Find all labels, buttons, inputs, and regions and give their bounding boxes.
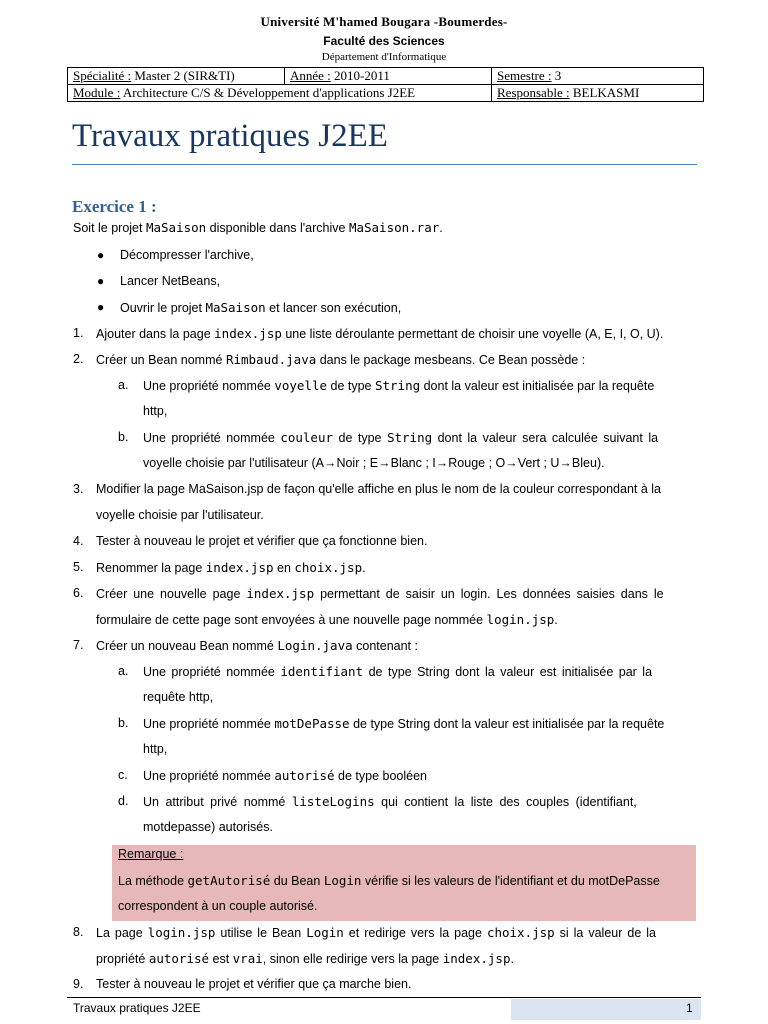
info-table [67,67,704,102]
list-item: Ajouter dans la page index.jsp une liste déroulante permettant de choisir une voyelle (A, E, I, O, U). [96,326,664,341]
list-item: La page login.jsp utilise le Bean Login et redirige vers la page choix.jsp si la valeur de la [96,925,656,940]
annee-label: Année : [290,68,331,83]
sub-item: Une propriété nommée motDePasse de type String dont la valeur est initialisée par la requête [143,716,665,731]
module-label: Module : [73,85,121,100]
semestre-value: 3 [551,68,562,83]
item-number: 2. [73,352,84,366]
sub-item: Un attribut privé nommé listeLogins qui contient la liste des couples (identifiant, [143,794,637,809]
sub-item-continuation: requête http, [143,690,214,704]
specialite-value: Master 2 (SIR&TI) [131,68,235,83]
university-name: Université M'hamed Bougara -Boumerdes- [260,14,508,29]
responsable-value: BELKASMI [569,85,640,100]
list-item: Tester à nouveau le projet et vérifier que ça marche bien. [96,977,412,991]
sub-item: Une propriété nommée identifiant de type String dont la valeur est initialisée par la [143,664,653,679]
department-name: Département d'Informatique [321,51,447,63]
module-cell [68,85,492,102]
item-number: 7. [73,638,84,652]
bullet-item: Décompresser l'archive, [120,248,254,262]
responsable-label: Responsable : [497,85,570,100]
bullet-icon: ● [97,248,105,262]
annee-cell [285,68,492,85]
module-value: Architecture C/S & Développement d'applications J2EE [120,85,416,100]
semestre-label: Semestre : [497,68,552,83]
footer-title: Travaux pratiques J2EE [73,1001,201,1015]
item-number: 8. [73,925,84,939]
remark-text: La méthode getAutorisé du Bean Login vérifie si les valeurs de l'identifiant et du motDePasse [118,873,660,888]
item-number: 6. [73,586,84,600]
footer-divider [67,997,701,998]
bullet-item: Lancer NetBeans, [120,274,221,288]
list-item: Modifier la page MaSaison.jsp de façon qu'elle affiche en plus le nom de la couleur correspondant à la [96,482,662,496]
sub-item-continuation: motdepasse) autorisés. [143,820,273,834]
sub-item: Une propriété nommée couleur de type String dont la valeur sera calculée suivant la [143,430,659,445]
title-divider [72,164,697,165]
sub-item-letter: b. [118,430,129,444]
annee-value: 2010-2011 [330,68,390,83]
page-number: 1 [686,1001,693,1015]
item-number: 4. [73,534,84,548]
sub-item-letter: c. [118,768,128,782]
specialite-cell [68,68,285,85]
responsable-cell [492,85,704,102]
sub-item-continuation: voyelle choisie par l'utilisateur (A→Noir ; E→Blanc ; I→Rouge ; O→Vert ; U→Bleu). [143,456,605,470]
sub-item-letter: a. [118,664,129,678]
item-number: 9. [73,977,84,991]
sub-item: Une propriété nommée autorisé de type booléen [143,768,427,783]
faculty-name: Faculté des Sciences [323,34,445,48]
document-title: Travaux pratiques J2EE [72,118,388,154]
list-item-continuation: voyelle choisie par l'utilisateur. [96,508,264,522]
list-item: Créer un nouveau Bean nommé Login.java contenant : [96,638,418,653]
sub-item: Une propriété nommée voyelle de type String dont la valeur est initialisée par la requête [143,378,655,393]
list-item: Tester à nouveau le projet et vérifier que ça fonctionne bien. [96,534,428,548]
list-item: Créer un Bean nommé Rimbaud.java dans le package mesbeans. Ce Bean possède : [96,352,586,367]
list-item-continuation: formulaire de cette page sont envoyées à une nouvelle page nommée login.jsp. [96,612,558,627]
list-item-continuation: propriété autorisé est vrai, sinon elle redirige vers la page index.jsp. [96,951,514,966]
bullet-icon: ● [97,274,105,288]
semestre-cell [492,68,704,85]
sub-item-letter: b. [118,716,129,730]
specialite-label: Spécialité : [73,68,132,83]
bullet-item: Ouvrir le projet MaSaison et lancer son exécution, [120,300,402,315]
remark-text-continuation: correspondent à un couple autorisé. [118,899,318,913]
footer-page-box [511,999,701,1020]
list-item: Renommer la page index.jsp en choix.jsp. [96,560,366,575]
sub-item-letter: a. [118,378,129,392]
sub-item-continuation: http, [143,742,168,756]
exercise-title: Exercice 1 : [72,197,157,216]
intro-paragraph: Soit le projet MaSaison disponible dans l'archive MaSaison.rar. [73,220,443,235]
item-number: 3. [73,482,84,496]
list-item: Créer une nouvelle page index.jsp permettant de saisir un login. Les données saisies dans le [96,586,664,601]
remark-label: Remarque : [118,847,184,861]
item-number: 5. [73,560,84,574]
sub-item-letter: d. [118,794,129,808]
item-number: 1. [73,326,84,340]
sub-item-continuation: http, [143,404,168,418]
bullet-icon: ● [97,300,105,314]
